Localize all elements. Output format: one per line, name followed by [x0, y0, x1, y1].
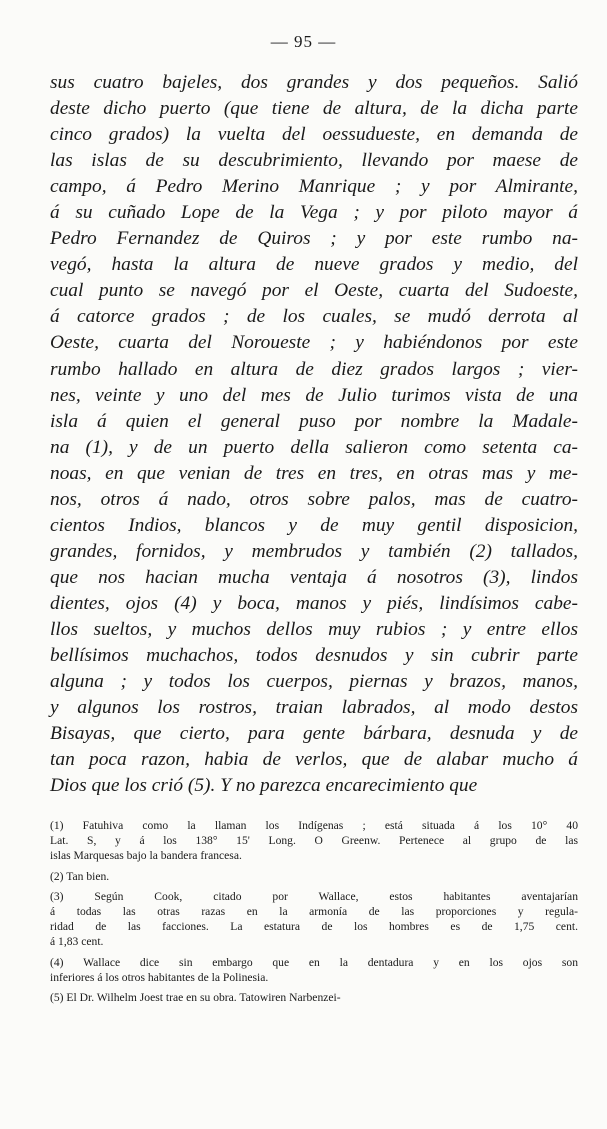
footnote [50, 955, 578, 985]
body-line: cinco grados) la vuelta del oessudueste, en demanda de [50, 124, 578, 146]
footnote-line: á todas las otras razas en la armonía de las proporciones y regula- [50, 905, 578, 919]
body-line: nos, otros á nado, otros sobre palos, mas de cuatro- [50, 488, 578, 510]
body-line: cientos Indios, blancos y de muy gentil disposicion, [50, 514, 578, 536]
footnote-line: inferiores á los otros habitantes de la Polinesia. [50, 970, 269, 984]
body-line: nes, veinte y uno del mes de Julio turimos vista de una [50, 384, 578, 406]
body-line: que nos hacian mucha ventaja á nosotros (3), lindos [50, 566, 578, 588]
footnote-line: (4) Wallace dice sin embargo que en la dentadura y en los ojos son [50, 955, 578, 969]
footnote-line: (5) El Dr. Wilhelm Joest trae en su obra. Tatowiren Narbenzei- [50, 991, 341, 1005]
footnote [50, 818, 578, 864]
footnote [50, 990, 578, 1005]
body-line: cual punto se navegó por el Oeste, cuarta del Sudoeste, [50, 280, 578, 302]
body-line: bellísimos muchachos, todos desnudos y sin cubrir parte [50, 645, 578, 667]
footnote [50, 869, 578, 884]
footnote-line: (1) Fatuhiva como la llaman los Indígenas ; está situada á los 10° 40 [50, 819, 578, 832]
body-line: campo, á Pedro Merino Manrique ; y por Almirante, [50, 176, 578, 198]
footnote-line: á 1,83 cent. [50, 935, 104, 949]
body-line: noas, en que venian de tres en tres, en otras mas y me- [50, 462, 578, 484]
body-line: deste dicho puerto (que tiene de altura, de la dicha parte [50, 98, 578, 120]
body-line: Dios que los crió (5). Y no parezca encarecimiento que [50, 775, 478, 797]
page-number: — 95 — [270, 32, 337, 51]
body-line: grandes, fornidos, y membrudos y también (2) tallados, [50, 540, 578, 562]
body-line: llos sueltos, y muchos dellos muy rubios ; y entre ellos [50, 618, 578, 640]
body-line: Oeste, cuarta del Noroueste ; y habiéndonos por este [50, 332, 578, 354]
body-line: rumbo hallado en altura de diez grados largos ; vier- [50, 358, 578, 380]
footnotes [50, 818, 578, 1005]
body-line: Pedro Fernandez de Quiros ; y por este rumbo na- [50, 228, 578, 250]
body-line: alguna ; y todos los cuerpos, piernas y brazos, manos, [50, 671, 578, 693]
body-line: vegó, hasta la altura de nueve grados y medio, del [50, 254, 578, 276]
body-line: á catorce grados ; de los cuales, se mudó derrota al [50, 306, 578, 328]
body-line: y algunos los rostros, traian labrados, al modo destos [50, 697, 578, 719]
footnote-line: Lat. S, y á los 138° 15' Long. O Greenw. Pertenece al grupo de las [50, 834, 578, 848]
body-line: na (1), y de un puerto della salieron como setenta ca- [50, 436, 578, 458]
body-line: tan poca razon, habia de verlos, que de alabar mucho á [50, 749, 578, 771]
body-line: dientes, ojos (4) y boca, manos y piés, lindísimos cabe- [50, 592, 578, 614]
body-line: las islas de su descubrimiento, llevando por maese de [50, 150, 578, 172]
body-line: sus cuatro bajeles, dos grandes y dos pequeños. Salió [50, 72, 578, 93]
footnote [50, 889, 578, 950]
body-line: Bisayas, que cierto, para gente bárbara, desnuda y de [50, 723, 578, 745]
body-line: á su cuñado Lope de la Vega ; y por piloto mayor á [50, 202, 578, 224]
footnote-line: (2) Tan bien. [50, 869, 110, 883]
footnote-line: ridad de las facciones. La estatura de los hombres es de 1,75 cent. [50, 920, 578, 934]
footnote-line: islas Marquesas bajo la bandera francesa. [50, 849, 242, 863]
body-line: isla á quien el general puso por nombre la Madale- [50, 410, 578, 432]
footnote-line: (3) Según Cook, citado por Wallace, estos habitantes aventajarían [50, 889, 578, 903]
body-text [50, 70, 578, 799]
